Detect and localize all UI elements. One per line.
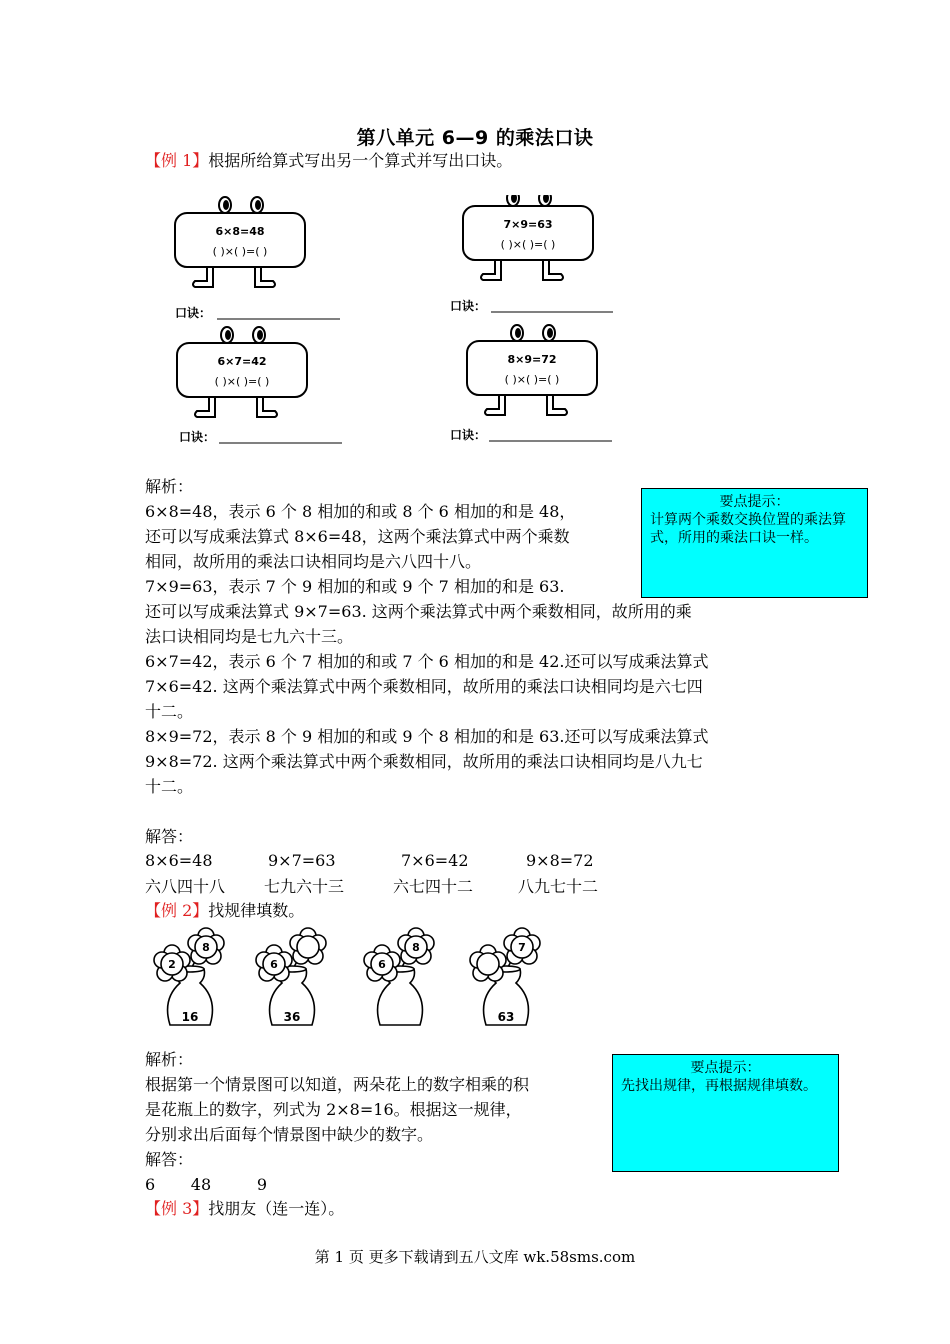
card-equation: 6×7=42 [217, 355, 267, 368]
analysis-line: 是花瓶上的数字，列式为 2×8=16。根据这一规律， [145, 1100, 522, 1119]
example-prompt: 找规律填数。 [208, 901, 305, 920]
right-flower-number: 8 [202, 941, 210, 954]
answer-koujue: 六七四十二 [393, 877, 474, 896]
analysis-line: 根据第一个情景图可以知道，两朵花上的数字相乘的积 [145, 1075, 530, 1094]
answer-koujue: 八九七十二 [518, 877, 599, 896]
answer-equation: 7×6=42 [401, 851, 469, 870]
tip-body: 计算两个乘数交换位置的乘法算式，所用的乘法口诀一样。 [650, 512, 846, 546]
vase-scene-2 [256, 928, 326, 1025]
analysis-line: 法口诀相同均是七九六十三。 [145, 627, 354, 646]
example-prompt: 根据所给算式写出另一个算式并写出口诀。 [208, 151, 513, 170]
card-equation: 7×9=63 [503, 218, 553, 231]
koujue-label: 口诀： [450, 428, 487, 442]
analysis-line: 还可以写成乘法算式 9×7=63. 这两个乘法算式中两个乘数相同，故所用的乘 [145, 602, 692, 621]
answer-label: 解答： [145, 1150, 194, 1169]
vase-number: 16 [181, 1010, 199, 1024]
analysis-line: 十二。 [145, 777, 194, 796]
answer-label: 解答： [145, 827, 194, 846]
vase-scene-1 [154, 928, 224, 1025]
analysis-label: 解析： [145, 1050, 194, 1069]
analysis-line: 6×8=48，表示 6 个 8 相加的和或 8 个 6 相加的和是 48， [145, 502, 576, 521]
example-3-heading [145, 1196, 344, 1221]
example-2-figure [140, 925, 560, 1040]
analysis-label: 解析： [145, 477, 194, 496]
example-tag: 【例 3】 [145, 1199, 209, 1218]
koujue-label: 口诀： [179, 430, 216, 444]
example-tag: 【例 1】 [145, 151, 209, 170]
analysis-line: 相同，故所用的乘法口诀相同均是六八四十八。 [145, 552, 482, 571]
analysis-line: 8×9=72，表示 8 个 9 相加的和或 9 个 8 相加的和是 63.还可以写成乘法算式 [145, 727, 709, 746]
vase-number: 36 [283, 1010, 301, 1024]
page-footer: 第 1 页 更多下载请到五八文库 wk.58sms.com [314, 1248, 636, 1266]
left-flower-number: 2 [168, 958, 176, 971]
analysis-line: 十二。 [145, 702, 194, 721]
analysis-line: 7×9=63，表示 7 个 9 相加的和或 9 个 7 相加的和是 63. [145, 577, 565, 596]
koujue-label: 口诀： [175, 306, 212, 320]
left-flower-number: 6 [270, 958, 278, 971]
tip-title: 要点提示： [719, 494, 790, 510]
tip-box [612, 1054, 839, 1172]
analysis-line: 还可以写成乘法算式 8×6=48，这两个乘法算式中两个乘数 [145, 527, 570, 546]
example-tag: 【例 2】 [145, 901, 209, 920]
tip-box [641, 488, 868, 598]
vase-number: 63 [497, 1010, 515, 1024]
answer-values: 6 48 9 [145, 1175, 268, 1194]
card-blank: ( )×( )=( ) [504, 373, 560, 386]
answer-equation: 9×8=72 [526, 851, 594, 870]
example-1-figure [165, 195, 635, 460]
analysis-line: 分别求出后面每个情景图中缺少的数字。 [145, 1125, 434, 1144]
vase-scene-4 [470, 928, 540, 1025]
page-title: 第八单元 6—9 的乘法口诀 [356, 127, 594, 149]
card-blank: ( )×( )=( ) [214, 375, 270, 388]
example-1-heading [145, 148, 512, 173]
card-blank: ( )×( )=( ) [500, 238, 556, 251]
card-1 [175, 197, 340, 320]
answer-koujue: 六八四十八 [145, 877, 226, 896]
left-flower-number: 6 [378, 958, 386, 971]
example-2-heading [145, 898, 304, 923]
example-prompt: 找朋友（连一连）。 [208, 1199, 345, 1218]
analysis-line: 7×6=42. 这两个乘法算式中两个乘数相同，故所用的乘法口诀相同均是六七四 [145, 677, 703, 696]
right-flower-number: 8 [412, 941, 420, 954]
vase-scene-3 [364, 928, 434, 1025]
analysis-line: 6×7=42，表示 6 个 7 相加的和或 7 个 6 相加的和是 42.还可以写成乘法算式 [145, 652, 709, 671]
analysis-line: 9×8=72. 这两个乘法算式中两个乘数相同，故所用的乘法口诀相同均是八九七 [145, 752, 703, 771]
tip-body: 先找出规律，再根据规律填数。 [621, 1078, 817, 1094]
card-equation: 8×9=72 [507, 353, 557, 366]
answer-equation: 9×7=63 [268, 851, 336, 870]
right-flower-number: 7 [518, 941, 526, 954]
tip-title: 要点提示： [690, 1060, 761, 1076]
card-equation: 6×8=48 [215, 225, 265, 238]
answer-koujue: 七九六十三 [264, 877, 345, 896]
card-3 [177, 327, 342, 444]
card-blank: ( )×( )=( ) [212, 245, 268, 258]
card-2 [450, 195, 613, 313]
koujue-label: 口诀： [450, 299, 487, 313]
answer-equation: 8×6=48 [145, 851, 213, 870]
card-4 [450, 325, 612, 442]
